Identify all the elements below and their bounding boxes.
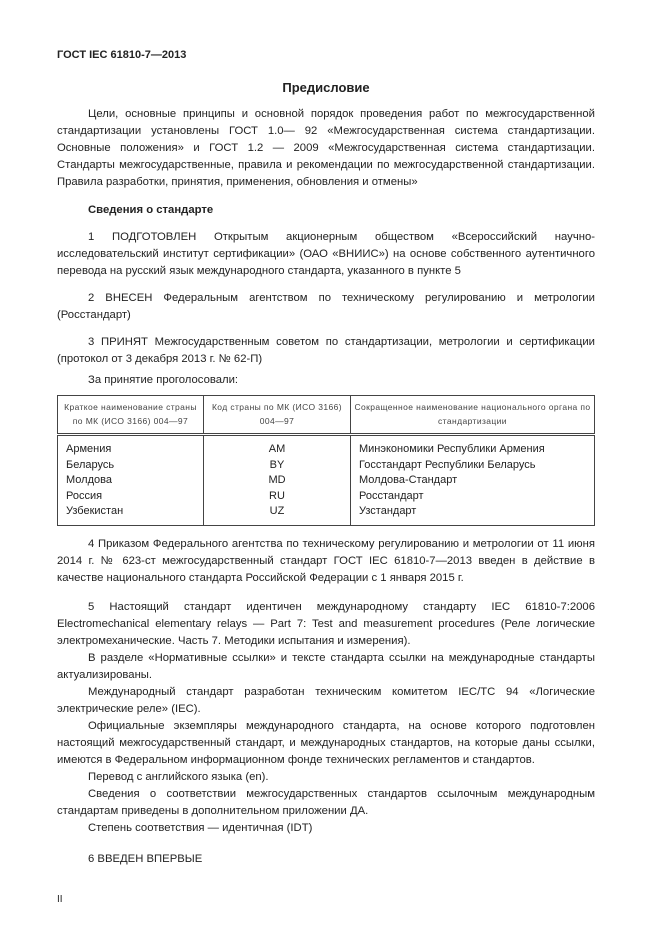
cell-code: AM: [204, 435, 351, 458]
col-header-country: Краткое наименование страны по МК (ИСО 3166) 004—97: [58, 396, 204, 435]
col-header-code: Код страны по МК (ИСО 3166) 004—97: [204, 396, 351, 435]
intro: [57, 106, 595, 191]
page-title: Предисловие: [282, 80, 370, 95]
cell-body: Росстандарт: [351, 489, 595, 505]
document-header: ГОСТ IEC 61810-7—2013: [57, 49, 187, 61]
cell-code: UZ: [204, 504, 351, 525]
cell-country: Россия: [58, 489, 204, 505]
cell-code: MD: [204, 473, 351, 489]
item-6: 6 ВВЕДЕН ВПЕРВЫЕ: [88, 852, 203, 865]
table-row: [58, 435, 595, 458]
table-row: [58, 473, 595, 489]
table-row: [58, 458, 595, 474]
item-5c: Официальные экземпляры международного стандарта, на основе которого подготовлен настоящий межгосударственный стандарт, и международных стандартов, на которые даны ссылки, имеются в Федеральном информационном фонде технических регламентов и стандартов.: [57, 719, 595, 766]
cell-country: Узбекистан: [58, 504, 204, 525]
item-2: 2 ВНЕСЕН Федеральным агентством по техническому регулированию и метрологии (Росстандарт): [57, 292, 595, 321]
cell-country: Молдова: [58, 473, 204, 489]
voted-label: За принятие проголосовали:: [88, 374, 239, 386]
intro-paragraph: Цели, основные принципы и основной порядок проведения работ по межгосударственной стандартизации установлены ГОСТ 1.0— 92 «Межгосударственная система стандартизации. Основные положения» и ГОСТ 1.2 — 2009 «Межгосударственная система стандартизации. Стандарты межгосударственные, правила и рекомендации по межгосударственной стандартизации. Правила разработки, принятия, применения, обновления и отмены»: [57, 108, 595, 188]
item-5b: Международный стандарт разработан техническим комитетом IEC/TC 94 «Логические электрические реле» (IEC).: [57, 685, 595, 715]
cell-code: RU: [204, 489, 351, 505]
item-5e: Сведения о соответствии межгосударственных стандартов ссылочным международным стандартам приведены в дополнительном приложении ДА.: [57, 787, 595, 817]
col-header-body: Сокращенное наименование национального органа по стандартизации: [351, 396, 595, 435]
cell-country: Армения: [58, 435, 204, 458]
item-5d: Перевод с английского языка (en).: [88, 770, 269, 783]
section-heading: Сведения о стандарте: [88, 204, 214, 216]
item-5: 5 Настоящий стандарт идентичен международному стандарту IEC 61810-7:2006 Electromechanical elementary relays — Part 7: Test and measurement procedures (Реле логические электромеханические. Часть 7. Методики испытания и измерения).: [57, 600, 595, 647]
page-number: II: [57, 893, 63, 905]
cell-body: Молдова-Стандарт: [351, 473, 595, 489]
cell-body: Узстандарт: [351, 504, 595, 525]
document-body: [57, 0, 595, 928]
table-row: [58, 504, 595, 525]
cell-code: BY: [204, 458, 351, 474]
item-1: 1 ПОДГОТОВЛЕН Открытым акционерным обществом «Всероссийский научно-исследовательский институт сертификации» (ОАО «ВНИИС») на основе собственного аутентичного перевода на русский язык международного стандарта, указанного в пункте 5: [57, 231, 595, 277]
table-row: [58, 489, 595, 505]
item-3: 3 ПРИНЯТ Межгосударственным советом по стандартизации, метрологии и сертификации (протокол от 3 декабря 2013 г. № 62-П): [57, 336, 595, 365]
item-5-block: [57, 599, 595, 837]
voting-table: [57, 395, 595, 526]
subtitle: [57, 202, 595, 219]
item-5a: В разделе «Нормативные ссылки» и тексте стандарта ссылки на международные стандарты актуализированы.: [57, 651, 595, 681]
cell-country: Беларусь: [58, 458, 204, 474]
item-5f: Степень соответствия — идентичная (IDT): [88, 821, 313, 834]
cell-body: Минэкономики Республики Армения: [351, 435, 595, 458]
cell-body: Госстандарт Республики Беларусь: [351, 458, 595, 474]
item-4: 4 Приказом Федерального агентства по техническому регулированию и метрологии от 11 июня 2014 г. № 623-ст межгосударственный стандарт ГОСТ IEC 61810-7—2013 введен в действие в качестве национального стандарта Российской Федерации с 1 января 2015 г.: [57, 537, 595, 584]
